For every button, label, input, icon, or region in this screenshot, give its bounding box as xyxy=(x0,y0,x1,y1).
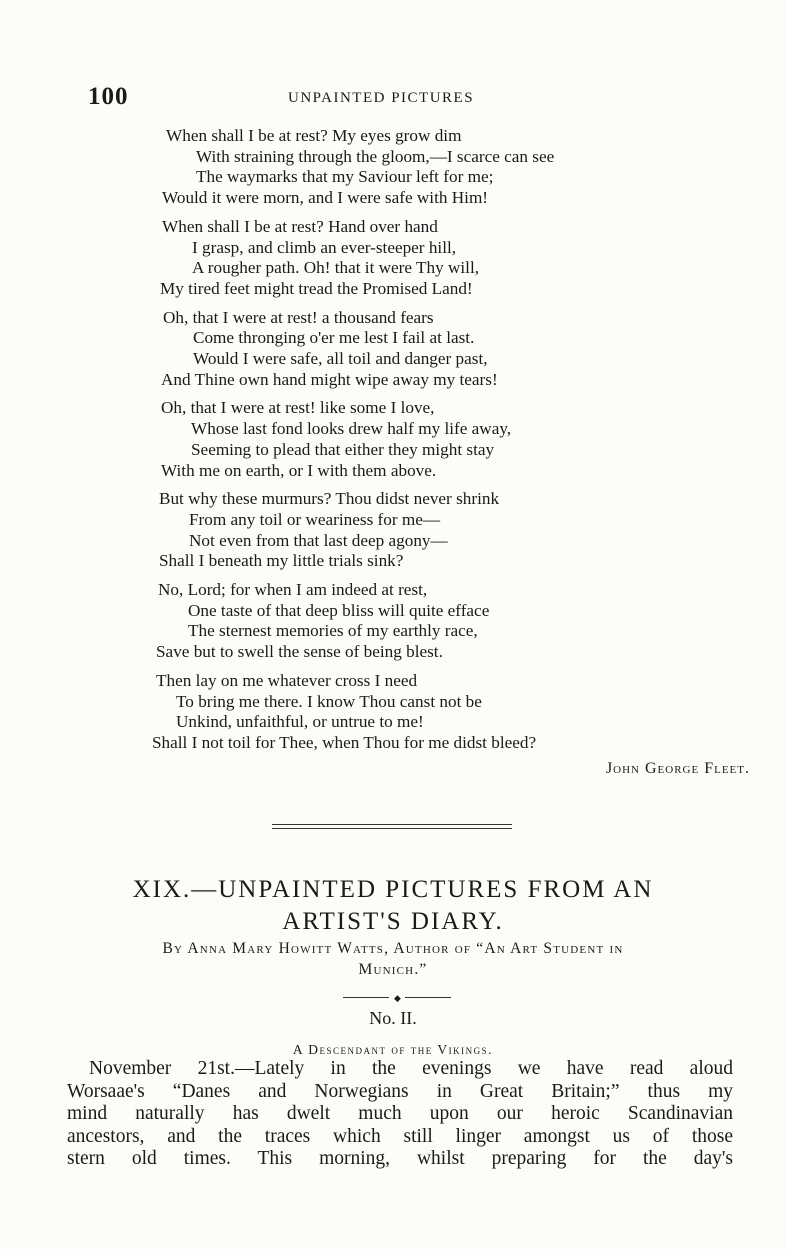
article-title-line: ARTIST'S DIARY. xyxy=(282,908,504,935)
poem-line: The sternest memories of my earthly race, xyxy=(188,621,478,641)
poem-stanza xyxy=(158,580,770,663)
section-divider-bottom xyxy=(272,828,512,829)
poem-line: Not even from that last deep agony— xyxy=(189,530,448,550)
poem-line: To bring me there. I know Thou canst not be xyxy=(176,691,482,711)
section-divider-top xyxy=(272,824,512,825)
ornament-rule xyxy=(405,997,451,998)
poem-line: No, Lord; for when I am indeed at rest, xyxy=(158,580,428,600)
poem-line: Unkind, unfaithful, or untrue to me! xyxy=(176,712,424,732)
poem-line: A rougher path. Oh! that it were Thy will, xyxy=(192,258,480,278)
poem-line: With me on earth, or I with them above. xyxy=(161,460,437,480)
poem-line: But why these murmurs? Thou didst never shrink xyxy=(159,489,500,509)
poem-line: I grasp, and climb an ever-steeper hill, xyxy=(192,237,457,257)
poem-stanza xyxy=(163,308,770,391)
byline-line: By Anna Mary Howitt Watts, Author of “An Art Student in xyxy=(162,940,624,957)
poem-line: My tired feet might tread the Promised Land! xyxy=(160,278,473,298)
poem-line: When shall I be at rest? Hand over hand xyxy=(162,216,438,236)
body-line: ancestors, and the traces which still linger amongst us of those xyxy=(67,1125,733,1147)
poem-line: The waymarks that my Saviour left for me; xyxy=(196,167,494,187)
page-number: 100 xyxy=(88,83,129,110)
running-title: UNPAINTED PICTURES xyxy=(288,90,475,106)
poem-line: Oh, that I were at rest! like some I love, xyxy=(161,398,435,418)
poem-line: Whose last fond looks drew half my life away, xyxy=(191,419,512,439)
poem-line: Would I were safe, all toil and danger past, xyxy=(193,349,488,369)
poem-line: With straining through the gloom,—I scarce can see xyxy=(196,146,555,166)
body-line: mind naturally has dwelt much upon our heroic Scandinavian xyxy=(67,1103,733,1125)
poem-line: One taste of that deep bliss will quite efface xyxy=(188,600,490,620)
byline-line: Munich.” xyxy=(358,961,428,978)
body-line: stern old times. This morning, whilst preparing for the day's xyxy=(67,1148,733,1170)
poem-line: Shall I not toil for Thee, when Thou for me didst bleed? xyxy=(152,732,537,752)
poem-line: And Thine own hand might wipe away my tears! xyxy=(161,369,498,389)
article-number: No. II. xyxy=(369,1008,417,1028)
poem-stanza xyxy=(162,126,770,209)
page-header xyxy=(88,83,738,113)
poem-line: Save but to swell the sense of being blest. xyxy=(156,642,443,662)
article-byline xyxy=(40,938,746,980)
article-body xyxy=(67,1058,733,1171)
poem-attribution: John George Fleet. xyxy=(605,760,750,777)
diamond-icon: ◆ xyxy=(394,993,401,1003)
poem-line: Then lay on me whatever cross I need xyxy=(156,670,418,690)
poem-line: From any toil or weariness for me— xyxy=(189,509,441,529)
poem-stanza xyxy=(161,398,770,481)
article-title xyxy=(40,874,746,938)
poem-line: Come thronging o'er me lest I fail at last. xyxy=(193,328,475,348)
poem-line: When shall I be at rest? My eyes grow dim xyxy=(166,126,462,145)
article-title-line: XIX.—UNPAINTED PICTURES FROM AN xyxy=(132,876,654,903)
poem-line: Oh, that I were at rest! a thousand fears xyxy=(163,307,434,327)
article-subtitle: A Descendant of the Vikings. xyxy=(292,1042,494,1057)
poem-stanza xyxy=(162,217,770,300)
poem xyxy=(150,126,770,762)
poem-stanza xyxy=(159,489,770,572)
poem-stanza xyxy=(152,670,770,754)
poem-line: Would it were morn, and I were safe with Him! xyxy=(162,188,489,208)
poem-line: Seeming to plead that either they might stay xyxy=(191,439,495,459)
ornament-divider xyxy=(343,995,453,1001)
ornament-rule xyxy=(343,997,389,998)
body-line: November 21st.—Lately in the evenings we have read aloud xyxy=(89,1058,733,1079)
body-line: Worsaae's “Danes and Norwegians in Great Britain;” thus my xyxy=(67,1080,733,1102)
poem-line: Shall I beneath my little trials sink? xyxy=(159,551,404,571)
